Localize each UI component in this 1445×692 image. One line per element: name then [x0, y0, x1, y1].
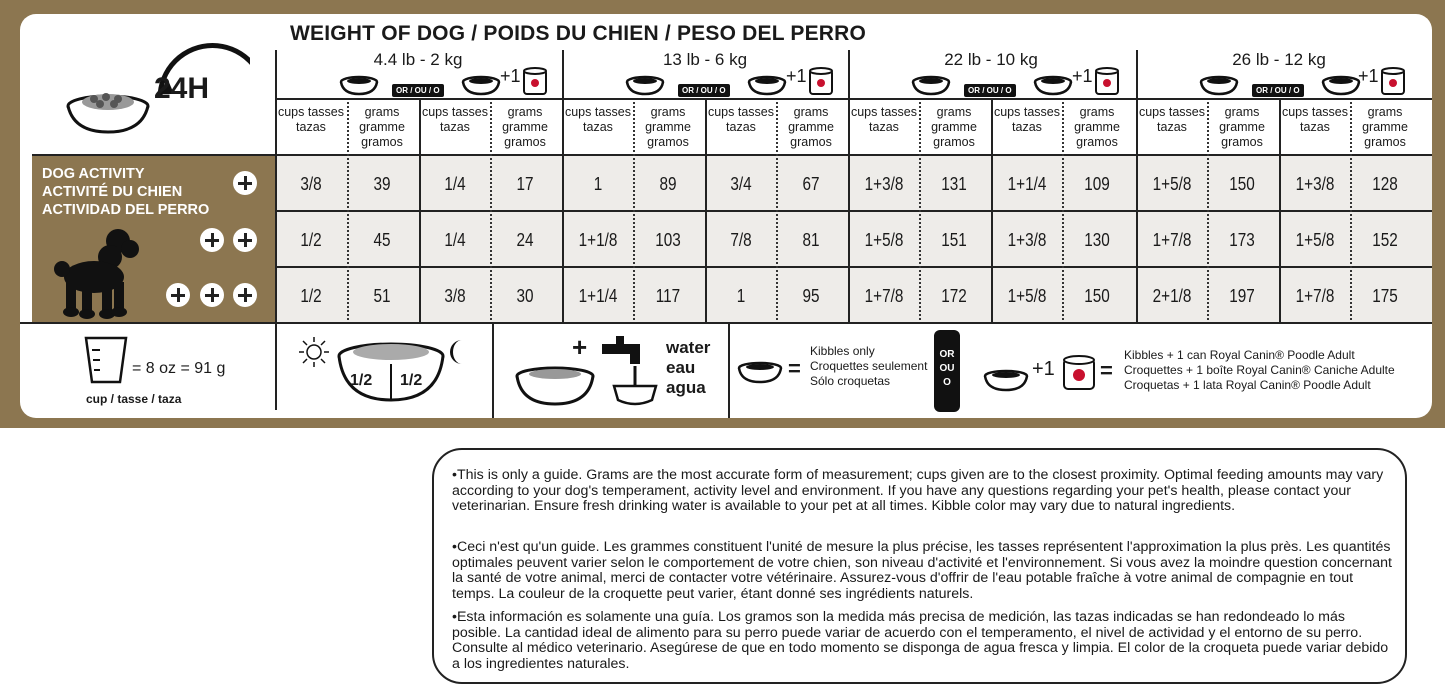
table-cell: 2+1/8	[1152, 286, 1192, 306]
plus-icon	[166, 283, 190, 307]
table-cell: 1/4	[444, 230, 466, 250]
activity-title-fr: ACTIVITÉ DU CHIEN	[42, 184, 183, 200]
kibbles-only-es: Sólo croquetas	[810, 374, 891, 388]
table-cell: 130	[1084, 230, 1110, 250]
table-cell: 151	[941, 230, 967, 250]
or-pill: OR / OU / O	[964, 84, 1016, 97]
table-cell: 152	[1372, 230, 1398, 250]
subheader-cups: cups tasses tazas	[1138, 105, 1205, 134]
equals-sign: =	[1100, 358, 1113, 383]
dotted-divider	[776, 102, 778, 320]
water-en: water	[666, 338, 711, 357]
subheader-cups: cups tasses tazas	[1281, 105, 1348, 134]
table-cell: 39	[373, 174, 391, 194]
kibbles-can-es: Croquetas + 1 lata Royal Canin® Poodle Adult	[1124, 378, 1371, 392]
cup-equivalence: = 8 oz = 91 g	[132, 360, 226, 377]
table-cell: 1+3/8	[864, 174, 904, 194]
activity-title-en: DOG ACTIVITY	[42, 166, 145, 182]
grid-line	[276, 210, 1432, 212]
kibbles-only-fr: Croquettes seulement	[810, 359, 928, 373]
kibbles-can-en: Kibbles + 1 can Royal Canin® Poodle Adult	[1124, 348, 1355, 362]
group-weight-10kg: 22 lb - 10 kg	[944, 50, 1038, 69]
grid-line	[276, 98, 1432, 100]
footnote-es: •Esta información es solamente una guía. Los gramos son la medida más precisa de medición, las tazas indicadas se han redondeado lo más posible. La cantidad ideal de alimento para su perro puede variar de acuerdo con el temperamento, el nivel de actividad y el entorno de su perro. Consulte al médico veterinario. Asegúrese de que en todo momento se disponga de agua fresca y limpia. El color de la croqueta puede variar debido a los ingredientes naturales.	[452, 609, 1389, 672]
moon-icon	[448, 338, 470, 366]
dotted-divider	[1350, 102, 1352, 320]
measuring-cup-icon	[82, 334, 130, 388]
table-cell: 103	[655, 230, 681, 250]
kibble-bowl-icon	[512, 364, 598, 406]
kibble-bowl-icon	[460, 72, 502, 98]
table-cell: 95	[802, 286, 820, 306]
kibble-bowl-icon	[1032, 72, 1074, 98]
subheader-grams: grams gramme gramos	[1074, 105, 1120, 149]
table-cell: 7/8	[730, 230, 752, 250]
subheader-grams: grams gramme gramos	[359, 105, 405, 149]
table-cell: 1/2	[300, 286, 322, 306]
activity-title-es: ACTIVIDAD DEL PERRO	[42, 202, 210, 218]
plus-one-label: +1	[500, 66, 521, 86]
legend-divider	[728, 324, 730, 418]
group-weight-2kg: 4.4 lb - 2 kg	[373, 50, 463, 69]
table-cell: 1	[736, 286, 746, 306]
sun-icon	[298, 336, 330, 368]
grid-line	[848, 50, 850, 323]
can-icon	[1062, 354, 1096, 392]
grid-line	[1279, 98, 1281, 323]
kibbles-only-en: Kibbles only	[810, 344, 875, 358]
kibble-bowl-icon	[1320, 72, 1362, 98]
kibble-bowl-icon	[624, 72, 666, 98]
table-cell: 3/8	[444, 286, 466, 306]
table-cell: 67	[802, 174, 820, 194]
subheader-grams: grams gramme gramos	[645, 105, 691, 149]
table-cell: 1+1/4	[1007, 174, 1047, 194]
hours-label: 24H	[154, 72, 210, 105]
table-cell: 51	[373, 286, 391, 306]
table-cell: 173	[1229, 230, 1255, 250]
plus-icon	[233, 171, 257, 195]
table-cell: 109	[1084, 174, 1110, 194]
activity-panel	[32, 155, 276, 323]
kibble-bowl-icon	[982, 366, 1030, 394]
subheader-cups: cups tasses tazas	[564, 105, 631, 134]
table-cell: 1+3/8	[1295, 174, 1335, 194]
group-weight-6kg: 13 lb - 6 kg	[662, 50, 748, 69]
table-cell: 1+3/8	[1007, 230, 1047, 250]
table-cell: 1+7/8	[1295, 286, 1335, 306]
subheader-cups: cups tasses tazas	[993, 105, 1060, 134]
subheader-grams: grams gramme gramos	[502, 105, 548, 149]
table-cell: 81	[802, 230, 820, 250]
plus-one-label: +1	[1358, 66, 1379, 86]
dotted-divider	[1062, 102, 1064, 320]
can-icon	[1380, 66, 1406, 96]
grid-line	[276, 266, 1432, 268]
table-cell: 1+7/8	[1152, 230, 1192, 250]
plus-one-label: +1	[786, 66, 807, 86]
table-cell: 1+5/8	[864, 230, 904, 250]
water-es: agua	[666, 378, 706, 397]
table-cell: 1	[593, 174, 603, 194]
table-cell: 3/4	[730, 174, 752, 194]
table-cell: 89	[659, 174, 677, 194]
footnote-box	[432, 448, 1407, 684]
plus-sign: +	[572, 332, 588, 362]
plus-icon	[200, 283, 224, 307]
footnote-en: •This is only a guide. Grams are the most accurate form of measurement; cups given are to the closest proximity. Optimal feeding amounts may vary according to your dog's temperament, activity level and environment. If you have any questions regarding your pet's health, please contact your veterinarian. Ensure fresh drinking water is available to your pet at all times. Kibble color may vary due to natural ingredients.	[452, 467, 1384, 514]
half-right: 1/2	[400, 372, 423, 389]
poodle-silhouette-icon	[46, 227, 156, 319]
or-stack-badge: OR OU O	[934, 330, 960, 412]
or-pill: OR / OU / O	[392, 84, 444, 97]
table-cell: 3/8	[300, 174, 322, 194]
weight-title: WEIGHT OF DOG / POIDS DU CHIEN / PESO DEL PERRO	[290, 22, 867, 45]
cup-caption: cup / tasse / taza	[86, 392, 182, 406]
subheader-cups: cups tasses tazas	[707, 105, 774, 134]
table-cell: 175	[1372, 286, 1398, 306]
plus-one-label: +1	[1072, 66, 1093, 86]
kibble-bowl-icon	[910, 72, 952, 98]
grid-line	[20, 322, 1432, 324]
or-pill: OR / OU / O	[678, 84, 730, 97]
legend-divider	[492, 324, 494, 418]
kibbles-can-fr: Croquettes + 1 boîte Royal Canin® Caniche Adulte	[1124, 363, 1395, 377]
subheader-grams: grams gramme gramos	[931, 105, 977, 149]
grid-line	[991, 98, 993, 323]
kibble-bowl-icon	[1198, 72, 1240, 98]
table-cell: 17	[516, 174, 534, 194]
table-cell: 197	[1229, 286, 1255, 306]
table-cell: 1+1/4	[578, 286, 618, 306]
grid-line	[562, 50, 564, 323]
kibble-bowl-icon	[746, 72, 788, 98]
table-cell: 1+5/8	[1007, 286, 1047, 306]
dotted-divider	[347, 102, 349, 320]
table-cell: 117	[655, 286, 681, 306]
table-cell: 172	[941, 286, 967, 306]
footnote-fr: •Ceci n'est qu'un guide. Les grammes constituent l'unité de mesure la plus précise, les tasses représentent l'approximation la plus près. Les quantités optimales peuvent varier selon le comportement de votre chien, son niveau d'activité et l'environnement. Si vous avez la moindre question concernant la santé de votre animal, merci de contacter votre vétérinaire. Assurez-vous d'offrir de l'eau potable fraîche à votre animal de compagnie en tout temps. La couleur de la croquette peut varier, étant donné ses ingrédients naturels.	[452, 539, 1392, 602]
split-bowl-icon	[332, 334, 450, 406]
table-cell: 1/4	[444, 174, 466, 194]
kibble-bowl-icon	[736, 358, 784, 386]
plus-icon	[233, 283, 257, 307]
table-cell: 1+7/8	[864, 286, 904, 306]
table-cell: 150	[1084, 286, 1110, 306]
dotted-divider	[633, 102, 635, 320]
grid-line	[705, 98, 707, 323]
table-cell: 30	[516, 286, 534, 306]
or-pill: OR / OU / O	[1252, 84, 1304, 97]
subheader-grams: grams gramme gramos	[788, 105, 834, 149]
dotted-divider	[919, 102, 921, 320]
table-cell: 1+5/8	[1295, 230, 1335, 250]
can-icon	[1094, 66, 1120, 96]
dotted-divider	[1207, 102, 1209, 320]
can-icon	[808, 66, 834, 96]
half-left: 1/2	[350, 372, 373, 389]
grid-line	[32, 154, 1432, 156]
table-cell: 1+5/8	[1152, 174, 1192, 194]
grid-line	[419, 98, 421, 323]
feeding-table-card	[20, 14, 1432, 418]
table-cell: 128	[1372, 174, 1398, 194]
dotted-divider	[490, 102, 492, 320]
water-fr: eau	[666, 358, 696, 377]
subheader-grams: grams gramme gramos	[1219, 105, 1265, 149]
group-weight-12kg: 26 lb - 12 kg	[1232, 50, 1326, 69]
plus-icon	[233, 228, 257, 252]
plus-one-label: +1	[1032, 358, 1055, 380]
equals-sign: =	[788, 356, 801, 381]
subheader-cups: cups tasses tazas	[277, 105, 344, 134]
kibble-bowl-icon	[338, 72, 380, 98]
grid-line	[275, 50, 277, 410]
water-tap-icon	[598, 334, 668, 410]
subheader-cups: cups tasses tazas	[850, 105, 917, 134]
plus-icon	[200, 228, 224, 252]
table-cell: 131	[941, 174, 967, 194]
table-cell: 24	[516, 230, 534, 250]
grid-line	[1136, 50, 1138, 323]
table-cell: 1/2	[300, 230, 322, 250]
subheader-cups: cups tasses tazas	[421, 105, 488, 134]
can-icon	[522, 66, 548, 96]
subheader-grams: grams gramme gramos	[1362, 105, 1408, 149]
table-cell: 1+1/8	[578, 230, 618, 250]
table-cell: 45	[373, 230, 391, 250]
table-cell: 150	[1229, 174, 1255, 194]
